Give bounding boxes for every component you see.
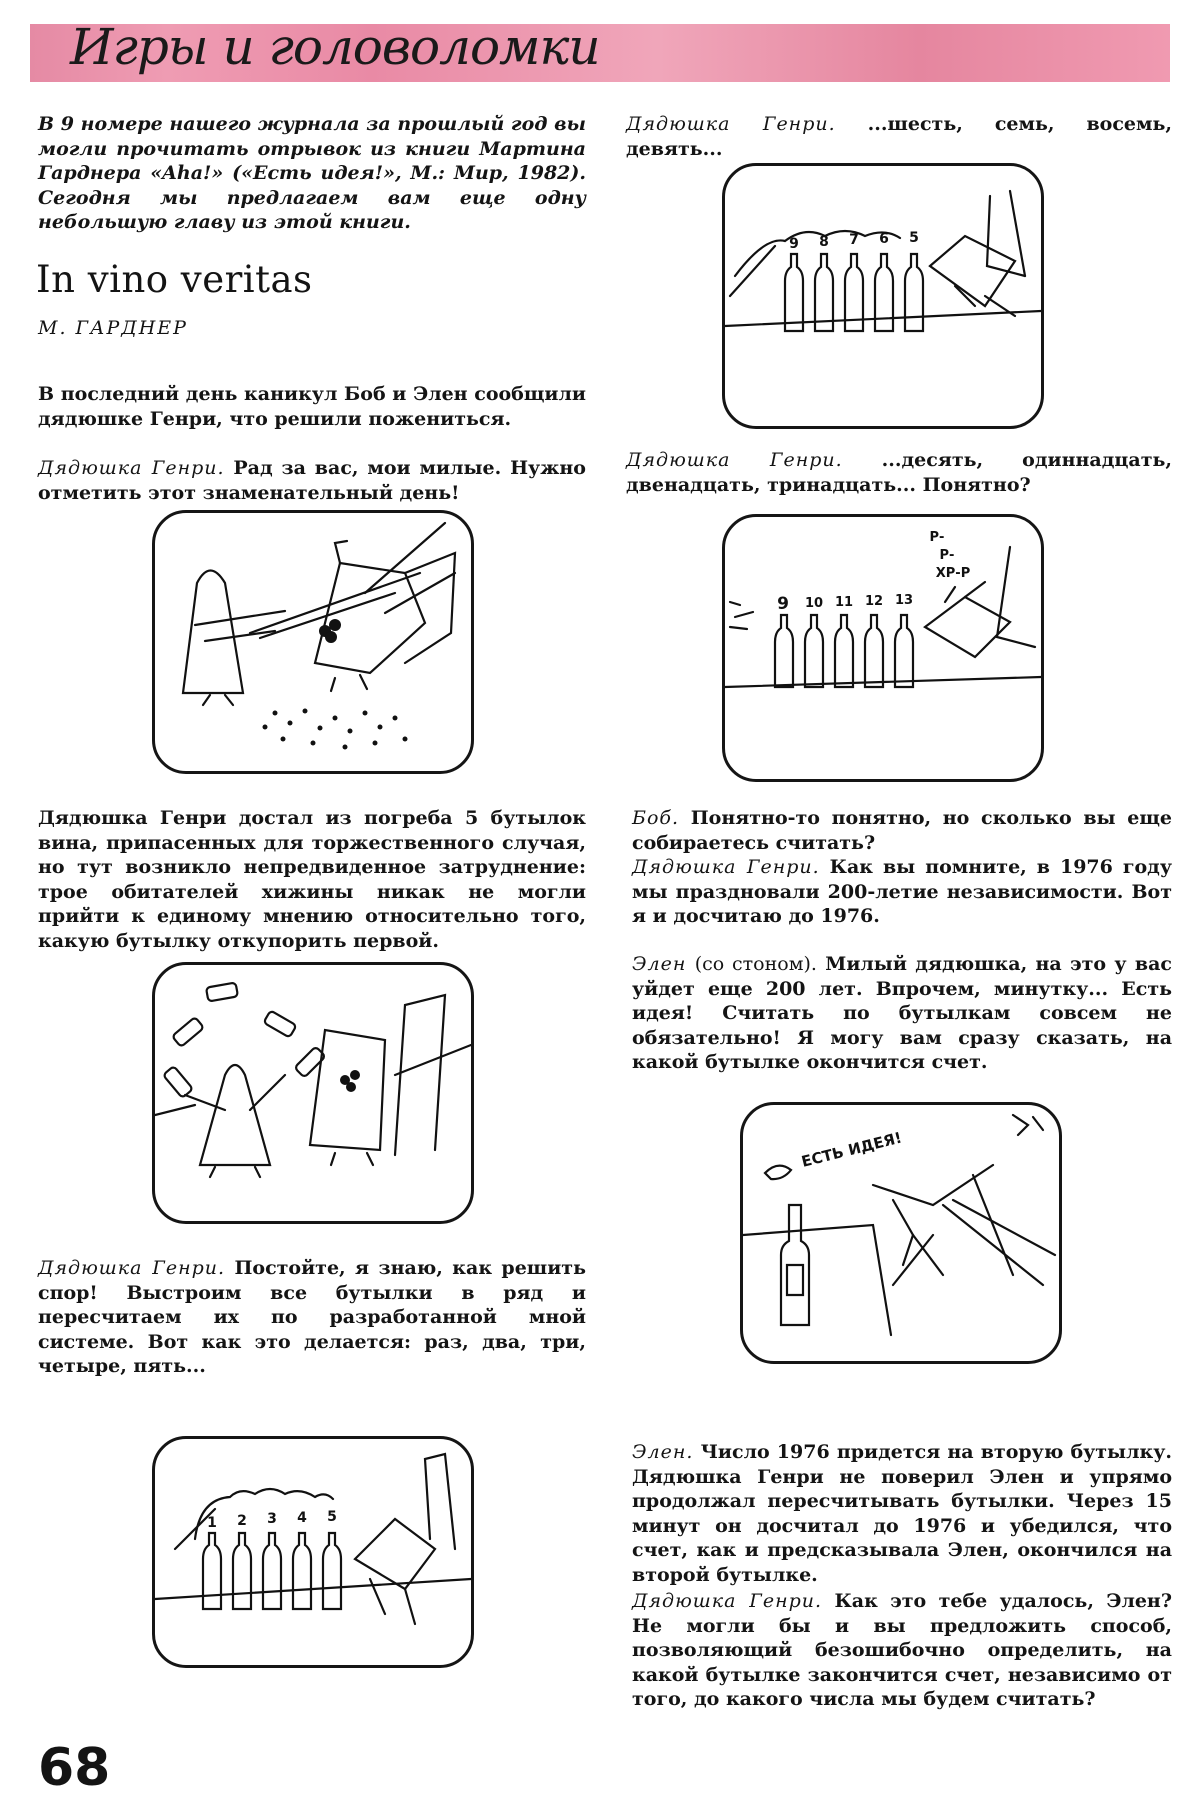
idea-caption: ЕСТЬ ИДЕЯ! (799, 1128, 904, 1171)
speaker: Дядюшка Генри. (632, 856, 820, 878)
cartoon-count-1-5 (152, 1436, 474, 1668)
speaker: Дядюшка Генри. (38, 457, 225, 479)
speaker: Дядюшка Генри. (626, 449, 843, 471)
snore-line-3: ХР-Р (935, 566, 971, 581)
speech: Понятно-то понятно, но сколько вы еще собираетесь считать? (632, 807, 1172, 854)
count-label-9: 9 (789, 236, 799, 252)
speech: ...десять, одиннадцать, двенадцать, тринадцать... Понятно? (626, 449, 1172, 496)
count-label-5: 5 (327, 1509, 337, 1525)
cartoon-argument-drawing (155, 965, 471, 1221)
cartoon-toast (152, 510, 474, 774)
count-label-8: 8 (819, 234, 829, 250)
count-label-4: 4 (297, 1510, 307, 1526)
speaker: Боб. (632, 807, 680, 829)
speech: ...шесть, семь, восемь, девять... (626, 113, 1173, 160)
paragraph-right-1 (626, 112, 1172, 161)
speaker: Дядюшка Генри. (632, 1590, 823, 1612)
article-author: М. ГАРДНЕР (38, 317, 188, 339)
cartoon-count-1-5-drawing (155, 1439, 471, 1665)
speaker: Элен. (632, 1441, 694, 1463)
cartoon-bottles-argument (152, 962, 474, 1224)
paragraph-right-7 (632, 1589, 1172, 1712)
article-title: In vino veritas (36, 258, 313, 301)
paragraph-right-5 (632, 952, 1172, 1075)
cartoon-toast-drawing (155, 513, 471, 771)
paragraph-right-6 (632, 1440, 1172, 1587)
paragraph-right-3 (632, 806, 1172, 855)
paragraph-right-2 (626, 448, 1172, 497)
snore-line-2: Р- (939, 548, 955, 563)
speech: Рад за вас, мои милые. Нужно отметить этот знаменательный день! (38, 457, 586, 504)
cartoon-idea (740, 1102, 1062, 1364)
paragraph-left-2 (38, 456, 586, 505)
count-label-1: 1 (207, 1515, 217, 1531)
count-label-5b: 5 (909, 230, 919, 246)
cartoon-count-9-5-drawing (725, 166, 1041, 426)
page-number: 68 (38, 1738, 111, 1798)
count-label-11: 11 (834, 595, 854, 610)
stage-direction: (со стоном). (694, 953, 817, 975)
snore-line-1: Р- (929, 530, 945, 545)
cartoon-count-9-5 (722, 163, 1044, 429)
intro-paragraph: В 9 номере нашего журнала за прошлый год вы могли прочитать отрывок из книги Мартина Гарднера «Aha!» («Есть идея!», М.: Мир, 1982). Сегодня мы предлагаем вам еще одну небольшую главу из этой книги. (38, 113, 586, 233)
speech: Как это тебе удалось, Элен? Не могли бы и вы предложить способ, позволяющий безошибочно определить, на какой бутылке закончится счет, независимо от того, до какого числа мы будем считать? (632, 1590, 1172, 1710)
count-label-6: 6 (879, 231, 889, 247)
speaker: Элен (632, 953, 687, 975)
cartoon-idea-drawing (743, 1105, 1059, 1361)
section-title: Игры и головоломки (70, 24, 600, 76)
section-banner (30, 24, 1170, 82)
speaker: Дядюшка Генри. (626, 113, 836, 135)
cartoon-count-9-13 (722, 514, 1044, 782)
speech: Милый дядюшка, на это у вас уйдет еще 200 лет. Впрочем, минутку... Есть идея! Считать по бутылкам совсем не обязательно! Я могу вам сразу сказать, на какой бутылке окончится счет. (632, 953, 1172, 1073)
paragraph-left-3: Дядюшка Генри достал из погреба 5 бутылок вина, припасенных для торжественного случая, но тут возникло непредвиденное затруднение: трое обитателей хижины никак не могли прийти к единому мнению относительно того, какую бутылку откупорить первой. (38, 807, 586, 952)
cartoon-count-9-13-drawing (725, 517, 1041, 779)
speech: Число 1976 придется на вторую бутылку. Дядюшка Генри не поверил Элен и упрямо продолжал пересчитывать бутылки. Через 15 минут он досчитал до 1976 и убедился, что счет, как и предсказывала Элен, окончился на второй бутылке. (632, 1441, 1172, 1586)
count-label-13: 13 (894, 593, 914, 608)
speech: Как вы помните, в 1976 году мы праздновали 200-летие независимости. Вот я и досчитаю до 1976. (632, 856, 1172, 927)
paragraph-left-4 (38, 1256, 586, 1379)
paragraph-right-4 (632, 855, 1172, 929)
count-label-2: 2 (237, 1513, 247, 1529)
speaker: Дядюшка Генри. (38, 1257, 226, 1279)
speech: Постойте, я знаю, как решить спор! Выстроим все бутылки в ряд и пересчитаем их по разработанной мной системе. Вот как это делается: раз, два, три, четыре, пять... (38, 1257, 586, 1377)
paragraph-left-1: В последний день каникул Боб и Элен сообщили дядюшке Генри, что решили пожениться. (38, 383, 586, 430)
count-label-3: 3 (267, 1511, 277, 1527)
count-label-7: 7 (849, 232, 859, 248)
count-label-9c: 9 (777, 594, 789, 614)
count-label-10: 10 (804, 596, 824, 611)
count-label-12: 12 (864, 594, 884, 609)
